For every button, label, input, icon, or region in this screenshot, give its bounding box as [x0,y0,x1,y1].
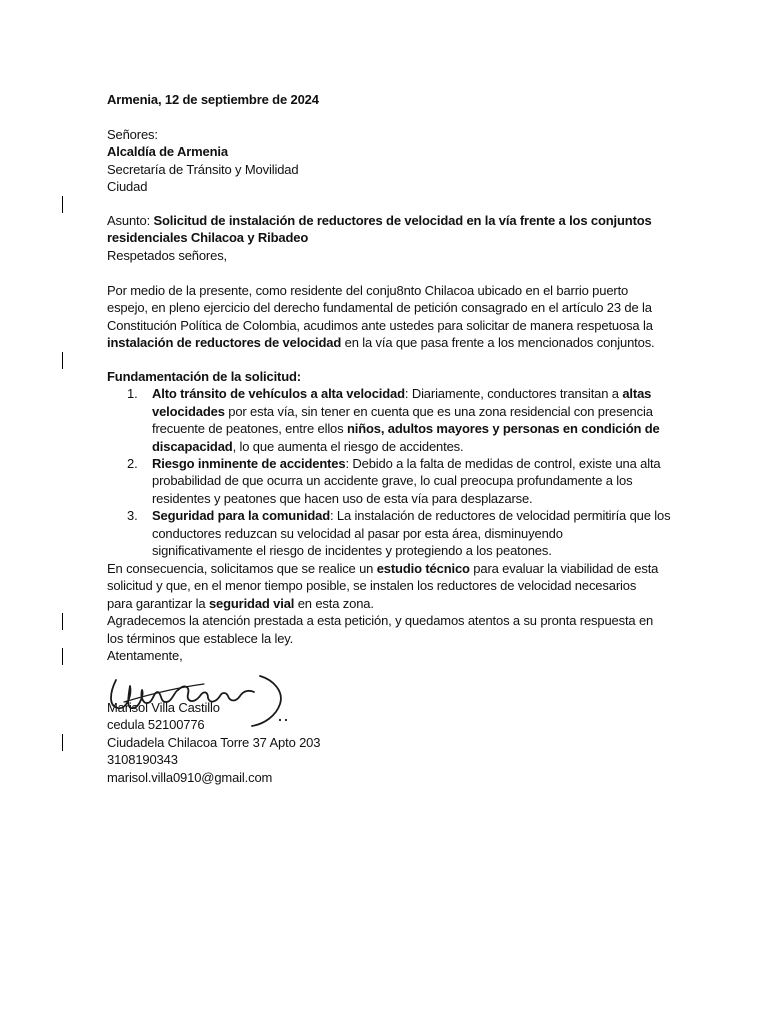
closing-section [107,560,667,664]
list-item [107,507,671,559]
item-line [152,438,667,455]
item-bold: Riesgo inminente de accidentes [152,456,346,472]
agradecimiento-line-1: Agradecemos la atención prestada a esta petición, y quedamos atentos a su pronta respuesta en [107,613,654,629]
item-line [152,507,671,524]
subject-label: Asunto: [107,213,154,228]
consecuencia-line-1 [107,560,667,577]
item-line [152,455,667,472]
agradecimiento-line-2: los términos que establece la ley. [107,630,294,646]
item-bold: niños, adultos mayores y personas en condición de [346,421,660,437]
item-line: residentes y peatones que hacen uso de esta vía para desplazarse. [152,490,533,506]
list-number: 1. [127,386,138,402]
consecuencia-text: para evaluar la viabilidad de esta [469,561,659,576]
item-line: conductores reduzcan su velocidad al pasar por esta área, disminuyendo [152,525,563,541]
sender-email: marisol.villa0910@gmail.com [107,769,273,785]
fundamentacion-section [107,368,671,559]
intro-paragraph [107,282,667,352]
text-cursor-mark [62,648,63,665]
list-number: 3. [127,508,138,524]
item-line [152,420,667,437]
item-line: probabilidad de que ocurra un accidente grave, lo cual preocupa profundamente a los [152,473,633,489]
intro-line-4 [107,334,667,351]
recipient-org: Alcaldía de Armenia [107,144,228,160]
recipient-block [107,126,667,196]
subject-block [107,212,667,264]
item-bold: discapacidad [152,438,233,454]
item-text: , lo que aumenta el riesgo de accidentes. [232,438,464,454]
sender-name: Marisol Villa Castillo [107,700,220,715]
subject-text-2: residenciales Chilacoa y Ribadeo [107,230,309,246]
recipient-city: Ciudad [107,179,148,195]
item-text: frecuente de peatones, entre ellos [152,421,347,437]
item-text: : Debido a la falta de medidas de control, existe una alta [345,456,661,472]
fundamentacion-heading: Fundamentación de la solicitud: [107,369,301,384]
intro-rest: en la vía que pasa frente a los mencionados conjuntos. [341,335,655,351]
subject-line-1 [107,212,667,229]
salutation: Señores: [107,127,158,142]
list-number: 2. [127,456,138,472]
text-cursor-mark [62,196,63,213]
item-text: por esta vía, sin tener en cuenta que es una zona residencial con presencia [224,403,653,419]
intro-line-3: Constitución Política de Colombia, acudimos ante ustedes para solicitar de manera respetuosa la [107,317,653,333]
consecuencia-text: en esta zona. [294,595,374,611]
intro-line-2: espejo, en pleno ejercicio del derecho fundamental de petición consagrado en el artículo 23 de la [107,300,652,316]
handwritten-signature [104,662,300,730]
text-cursor-mark [62,613,63,630]
recipient-dept: Secretaría de Tránsito y Movilidad [107,161,299,177]
date-line: Armenia, 12 de septiembre de 2024 [107,92,319,107]
text-cursor-mark [62,352,63,369]
item-bold: Seguridad para la comunidad [152,508,330,524]
consecuencia-bold: estudio técnico [376,561,470,576]
consecuencia-line-3 [107,595,667,612]
item-line: significativamente el riesgo de incidentes y protegiendo a los peatones. [152,543,552,559]
letter-date [107,91,667,108]
consecuencia-bold: seguridad vial [208,595,295,611]
sender-address: Ciudadela Chilacoa Torre 37 Apto 203 [107,734,321,750]
sender-id: cedula 52100776 [107,717,205,733]
item-text: : Diariamente, conductores transitan a [404,386,623,402]
list-item [107,385,667,455]
intro-bold: instalación de reductores de velocidad [107,335,342,351]
item-line [152,385,667,402]
sender-phone: 3108190343 [107,752,178,768]
item-bold: Alto tránsito de vehículos a alta velocidad [152,386,405,402]
intro-line-1: Por medio de la presente, como residente del conju8nto Chilacoa ubicado en el barrio puerto [107,283,629,298]
item-bold: velocidades [152,403,225,419]
item-line [152,403,667,420]
list-item [107,455,667,507]
consecuencia-text: En consecuencia, solicitamos que se realice un [107,561,377,576]
subject-line-2 [107,229,667,246]
item-bold: altas [622,386,652,402]
fundamentacion-list [107,385,671,559]
consecuencia-text: para garantizar la [107,595,209,611]
item-text: : La instalación de reductores de velocidad permitiría que los [330,508,671,524]
text-cursor-mark [62,734,63,751]
greeting: Respetados señores, [107,247,228,263]
closing-line: Atentamente, [107,648,183,664]
consecuencia-line-2: solicitud y que, en el menor tiempo posible, se instalen los reductores de velocidad necesarios [107,578,637,594]
subject-text-1: Solicitud de instalación de reductores de velocidad en la vía frente a los conjuntos [153,213,652,228]
